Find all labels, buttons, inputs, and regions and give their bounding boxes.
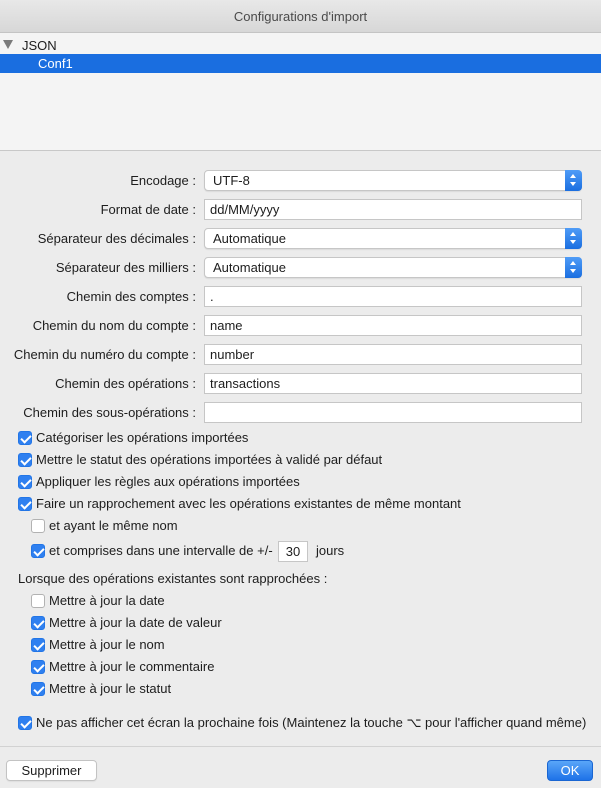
apply-rules-checkbox[interactable]	[18, 475, 32, 489]
disclosure-triangle-icon[interactable]	[3, 40, 13, 49]
date-format-label: Format de date :	[100, 202, 196, 217]
thousands-separator-popup[interactable]	[204, 257, 582, 278]
tree-item-conf1[interactable]	[0, 54, 601, 73]
config-tree[interactable]	[0, 33, 601, 151]
operations-path-label: Chemin des opérations :	[55, 376, 196, 391]
accounts-path-field[interactable]	[204, 286, 582, 307]
update-value-date-checkbox[interactable]	[31, 616, 45, 630]
update-date-checkbox[interactable]	[31, 594, 45, 608]
dont-show-label: Ne pas afficher cet écran la prochaine fois (Maintenez la touche ⌥ pour l'afficher quand même)	[36, 715, 587, 730]
update-status-checkbox[interactable]	[31, 682, 45, 696]
tree-group-label: JSON	[22, 38, 57, 53]
set-status-checkbox[interactable]	[18, 453, 32, 467]
thousands-separator-label: Séparateur des milliers :	[55, 260, 196, 275]
update-comment-label: Mettre à jour le commentaire	[49, 659, 215, 674]
within-interval-checkbox[interactable]	[31, 544, 45, 558]
reconcile-label: Faire un rapprochement avec les opérations existantes de même montant	[36, 496, 461, 511]
dont-show-checkbox[interactable]	[18, 716, 32, 730]
update-date-label: Mettre à jour la date	[49, 593, 165, 608]
decimal-separator-label: Séparateur des décimales :	[37, 231, 196, 246]
update-name-checkbox[interactable]	[31, 638, 45, 652]
operations-path-field[interactable]	[204, 373, 582, 394]
update-name-label: Mettre à jour le nom	[49, 637, 165, 652]
encoding-value: UTF-8	[213, 173, 250, 188]
categorize-checkbox[interactable]	[18, 431, 32, 445]
apply-rules-label: Appliquer les règles aux opérations importées	[36, 474, 300, 489]
date-format-field[interactable]	[204, 199, 582, 220]
categorize-label: Catégoriser les opérations importées	[36, 430, 249, 445]
suboperations-path-field[interactable]	[204, 402, 582, 423]
popup-arrows-icon[interactable]	[565, 170, 582, 191]
encoding-label: Encodage :	[130, 173, 196, 188]
update-value-date-label: Mettre à jour la date de valeur	[49, 615, 222, 630]
set-status-label: Mettre le statut des opérations importées à validé par défaut	[36, 452, 383, 467]
account-number-path-field[interactable]	[204, 344, 582, 365]
same-name-label: et ayant le même nom	[49, 518, 178, 533]
update-comment-checkbox[interactable]	[31, 660, 45, 674]
same-name-checkbox[interactable]	[31, 519, 45, 533]
footer-divider	[0, 746, 601, 747]
account-name-path-field[interactable]	[204, 315, 582, 336]
encoding-popup[interactable]	[204, 170, 582, 191]
popup-arrows-icon[interactable]	[565, 228, 582, 249]
decimal-separator-value: Automatique	[213, 231, 286, 246]
interval-days-field[interactable]	[278, 541, 308, 562]
account-name-path-label: Chemin du nom du compte :	[32, 318, 196, 333]
within-interval-label: et comprises dans une intervalle de +/-	[49, 543, 273, 558]
tree-group-json[interactable]	[0, 36, 601, 55]
account-number-path-label: Chemin du numéro du compte :	[13, 347, 196, 362]
update-status-label: Mettre à jour le statut	[49, 681, 172, 696]
thousands-separator-value: Automatique	[213, 260, 286, 275]
ok-button[interactable]: OK	[547, 760, 593, 781]
decimal-separator-popup[interactable]	[204, 228, 582, 249]
popup-arrows-icon[interactable]	[565, 257, 582, 278]
accounts-path-label: Chemin des comptes :	[66, 289, 196, 304]
reconcile-checkbox[interactable]	[18, 497, 32, 511]
reconciled-section-label: Lorsque des opérations existantes sont rapprochées :	[18, 571, 328, 586]
suboperations-path-label: Chemin des sous-opérations :	[23, 405, 196, 420]
interval-days-unit: jours	[316, 543, 345, 558]
window-title: Configurations d'import	[0, 0, 601, 33]
tree-item-label: Conf1	[38, 56, 73, 71]
delete-button[interactable]: Supprimer	[6, 760, 97, 781]
